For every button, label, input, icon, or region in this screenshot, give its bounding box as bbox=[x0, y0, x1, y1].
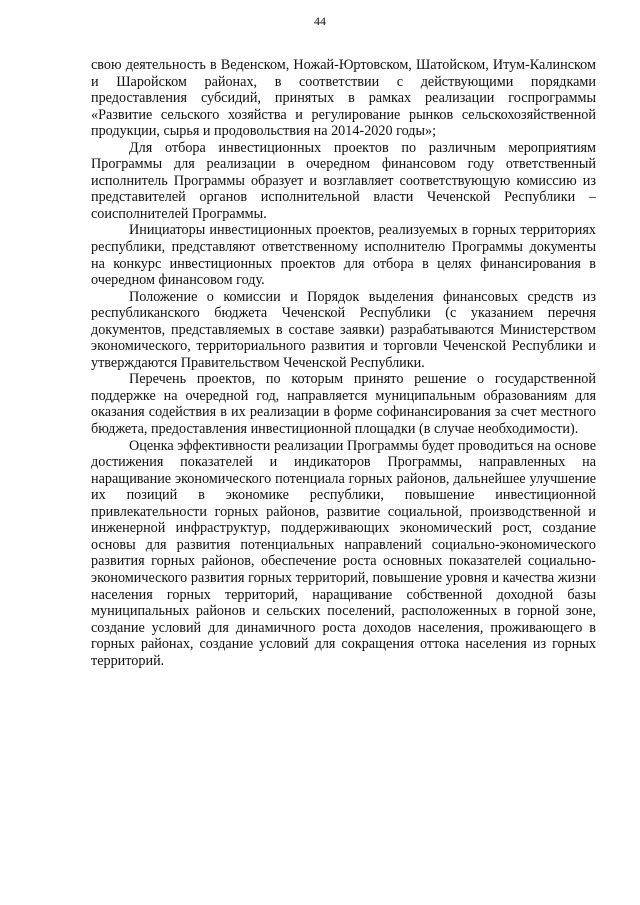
paragraph-commission-regulation: Положение о комиссии и Порядок выделения финансовых средств из республиканского бюджета Чеченской Республики (с указанием перечня документов, представляемых в составе заявки) разрабатываются Министерством экономического, территориального развития и торговли Чеченской Республики и утверждаются Правительством Чеченской Республики. bbox=[91, 288, 596, 371]
paragraph-project-selection: Для отбора инвестиционных проектов по различным мероприятиям Программы для реализации в очередном финансовом году ответственный исполнитель Программы образует и возглавляет соответствующую комиссию из представителей органов исполнительной власти Чеченской Республики – соисполнителей Программы. bbox=[91, 139, 596, 222]
paragraph-project-list: Перечень проектов, по которым принято решение о государственной поддержке на очередной год, направляется муниципальным образованиям для оказания содействия в их реализации в форме софинансирования за счет местного бюджета, предоставления инвестиционной площадки (в случае необходимости). bbox=[91, 371, 596, 438]
paragraph-efficiency-evaluation: Оценка эффективности реализации Программы будет проводиться на основе достижения показателей и индикаторов Программы, направленных на наращивание экономического потенциала горных районов, дальнейшее улучшение их позиций в экономике республики, повышение инвестиционной привлекательности горных районов, развитие социальной, производственной и инженерной инфраструктур, поддерживающих экономический рост, создание основы для развития потенциальных направлений социально-экономического развития горных районов, обеспечение роста основных показателей социально-экономического развития горных территорий, повышение уровня и качества жизни населения горных территорий, наращивание собственной доходной базы муниципальных районов и сельских поселений, расположенных в горной зоне, создание условий для динамичного роста доходов населения, проживающего в горных районах, создание условий для сокращения оттока населения из горных территорий. bbox=[91, 437, 596, 669]
paragraph-continuation: свою деятельность в Веденском, Ножай-Юртовском, Шатойском, Итум-Калинском и Шаройском районах, в соответствии с действующими порядками предоставления субсидий, принятых в рамках реализации госпрограммы «Развитие сельского хозяйства и регулирование рынков сельскохозяйственной продукции, сырья и продовольствия на 2014-2020 годы»; bbox=[91, 57, 596, 140]
page-number: 44 bbox=[314, 14, 326, 28]
document-body bbox=[91, 57, 596, 669]
paragraph-initiators: Инициаторы инвестиционных проектов, реализуемых в горных территориях республики, представляют ответственному исполнителю Программы документы на конкурс инвестиционных проектов для отбора в целях финансирования в очередном финансовом году. bbox=[91, 222, 596, 289]
